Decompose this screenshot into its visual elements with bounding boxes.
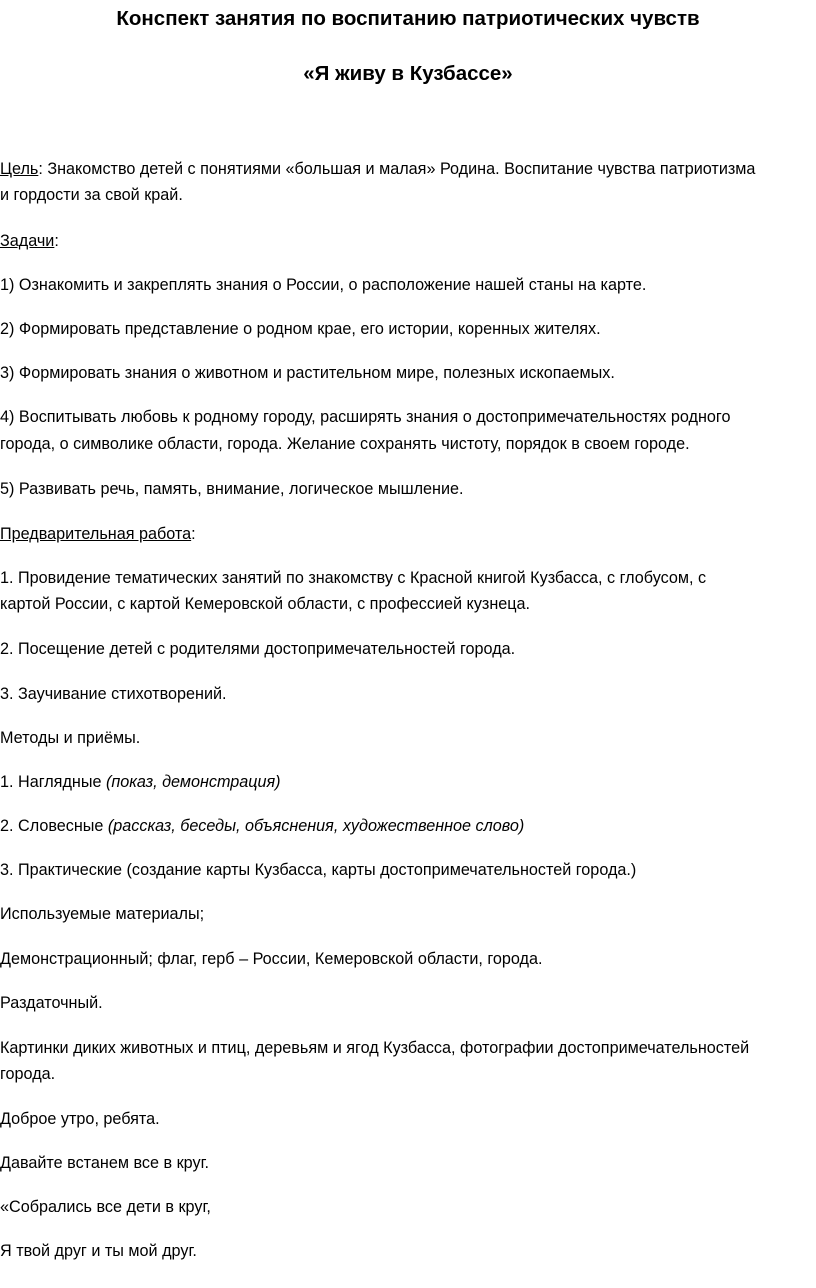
method-1-label: 1. Наглядные: [0, 773, 106, 791]
materials-pictures-line1: Картинки диких животных и птиц, деревьям и ягод Кузбасса, фотографии достопримечательностей: [0, 1039, 750, 1057]
document-title-line1: Конспект занятия по воспитанию патриотических чувств: [116, 7, 700, 30]
methods-heading: Методы и приёмы.: [0, 729, 141, 747]
task-item-1: 1) Ознакомить и закреплять знания о России, о расположение нашей станы на карте.: [0, 276, 647, 294]
prep-item-3: 3. Заучивание стихотворений.: [0, 685, 227, 703]
goal-separator: :: [38, 160, 43, 178]
tasks-heading: [0, 232, 816, 251]
goal-text-line2: и гордости за свой край.: [0, 186, 183, 204]
prep-separator: :: [191, 525, 196, 543]
method-item-2: [0, 817, 816, 836]
task-item-5: 5) Развивать речь, память, внимание, логическое мышление.: [0, 480, 464, 498]
materials-demo: Демонстрационный; флаг, герб – России, Кемеровской области, города.: [0, 950, 543, 968]
task-item-4-line1: 4) Воспитывать любовь к родному городу, расширять знания о достопримечательностях родного: [0, 408, 731, 426]
task-item-4-line2: города, о символике области, города. Желание сохранять чистоту, порядок в своем городе.: [0, 435, 690, 453]
prep-label: Предварительная работа: [0, 525, 192, 543]
poem-line-2: Я твой друг и ты мой друг.: [0, 1242, 197, 1260]
goal-paragraph: [0, 160, 816, 179]
prep-item-1-line1: 1. Провидение тематических занятий по знакомству с Красной книгой Кузбасса, с глобусом, с: [0, 569, 707, 587]
materials-heading: Используемые материалы;: [0, 905, 205, 923]
lesson-greeting: Доброе утро, ребята.: [0, 1110, 160, 1128]
materials-pictures-line2: города.: [0, 1065, 56, 1083]
method-item-3: 3. Практические (создание карты Кузбасса, карты достопримечательностей города.): [0, 861, 637, 879]
goal-text-line1: Знакомство детей с понятиями «большая и малая» Родина. Воспитание чувства патриотизма: [42, 160, 756, 178]
lesson-circle: Давайте встанем все в круг.: [0, 1154, 210, 1172]
tasks-separator: :: [54, 232, 59, 250]
prep-item-2: 2. Посещение детей с родителями достопримечательностей города.: [0, 640, 516, 658]
method-1-detail: (показ, демонстрация): [105, 773, 281, 791]
materials-handout: Раздаточный.: [0, 994, 103, 1012]
poem-line-1: «Собрались все дети в круг,: [0, 1198, 211, 1216]
task-item-3: 3) Формировать знания о животном и растительном мире, полезных ископаемых.: [0, 364, 615, 382]
prep-item-1-line2: картой России, с картой Кемеровской области, с профессией кузнеца.: [0, 595, 531, 613]
prep-heading: [0, 525, 816, 544]
tasks-label: Задачи: [0, 232, 55, 250]
method-2-label: 2. Словесные: [0, 817, 108, 835]
method-item-1: [0, 773, 816, 792]
goal-label: Цель: [0, 160, 39, 178]
task-item-2: 2) Формировать представление о родном крае, его истории, коренных жителях.: [0, 320, 601, 338]
method-2-detail: (рассказ, беседы, объяснения, художественное слово): [107, 817, 525, 835]
document-title-line2: «Я живу в Кузбассе»: [303, 62, 513, 85]
